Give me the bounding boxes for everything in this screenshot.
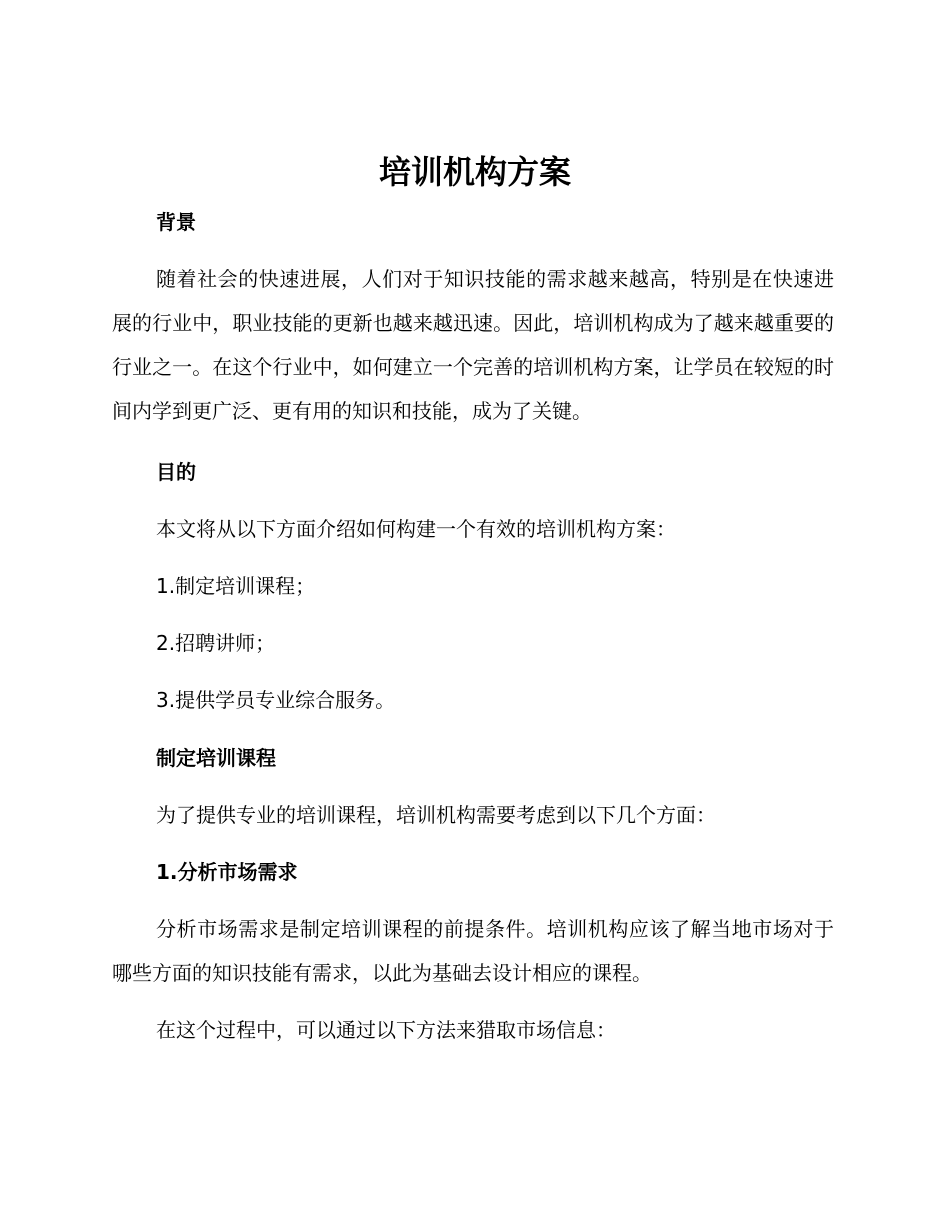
courses-intro: 为了提供专业的培训课程，培训机构需要考虑到以下几个方面： (156, 803, 716, 827)
section-heading-courses: 制定培训课程 (156, 746, 276, 770)
market-analysis-paragraph: 分析市场需求是制定培训课程的前提条件。培训机构应该了解当地市场对于哪些方面的知识技能有需求，以此为基础去设计相应的课程。 (112, 917, 834, 985)
purpose-list-item: 2.招聘讲师； (156, 631, 276, 655)
market-info-intro: 在这个过程中，可以通过以下方法来猎取市场信息： (156, 1018, 616, 1042)
background-paragraph: 随着社会的快速进展，人们对于知识技能的需求越来越高，特别是在快速进展的行业中，职业技能的更新也越来越迅速。因此，培训机构成为了越来越重要的行业之一。在这个行业中，如何建立一个完善的培训机构方案，让学员在较短的时间内学到更广泛、更有用的知识和技能，成为了关键。 (112, 267, 834, 423)
document-title: 培训机构方案 (378, 153, 571, 191)
subheading-market-analysis: 1.分析市场需求 (156, 860, 298, 884)
section-heading-purpose: 目的 (156, 460, 196, 484)
purpose-list-item: 1.制定培训课程； (156, 574, 316, 598)
purpose-intro: 本文将从以下方面介绍如何构建一个有效的培训机构方案： (156, 517, 676, 541)
purpose-list-item: 3.提供学员专业综合服务。 (156, 688, 396, 712)
section-heading-background: 背景 (156, 210, 196, 234)
